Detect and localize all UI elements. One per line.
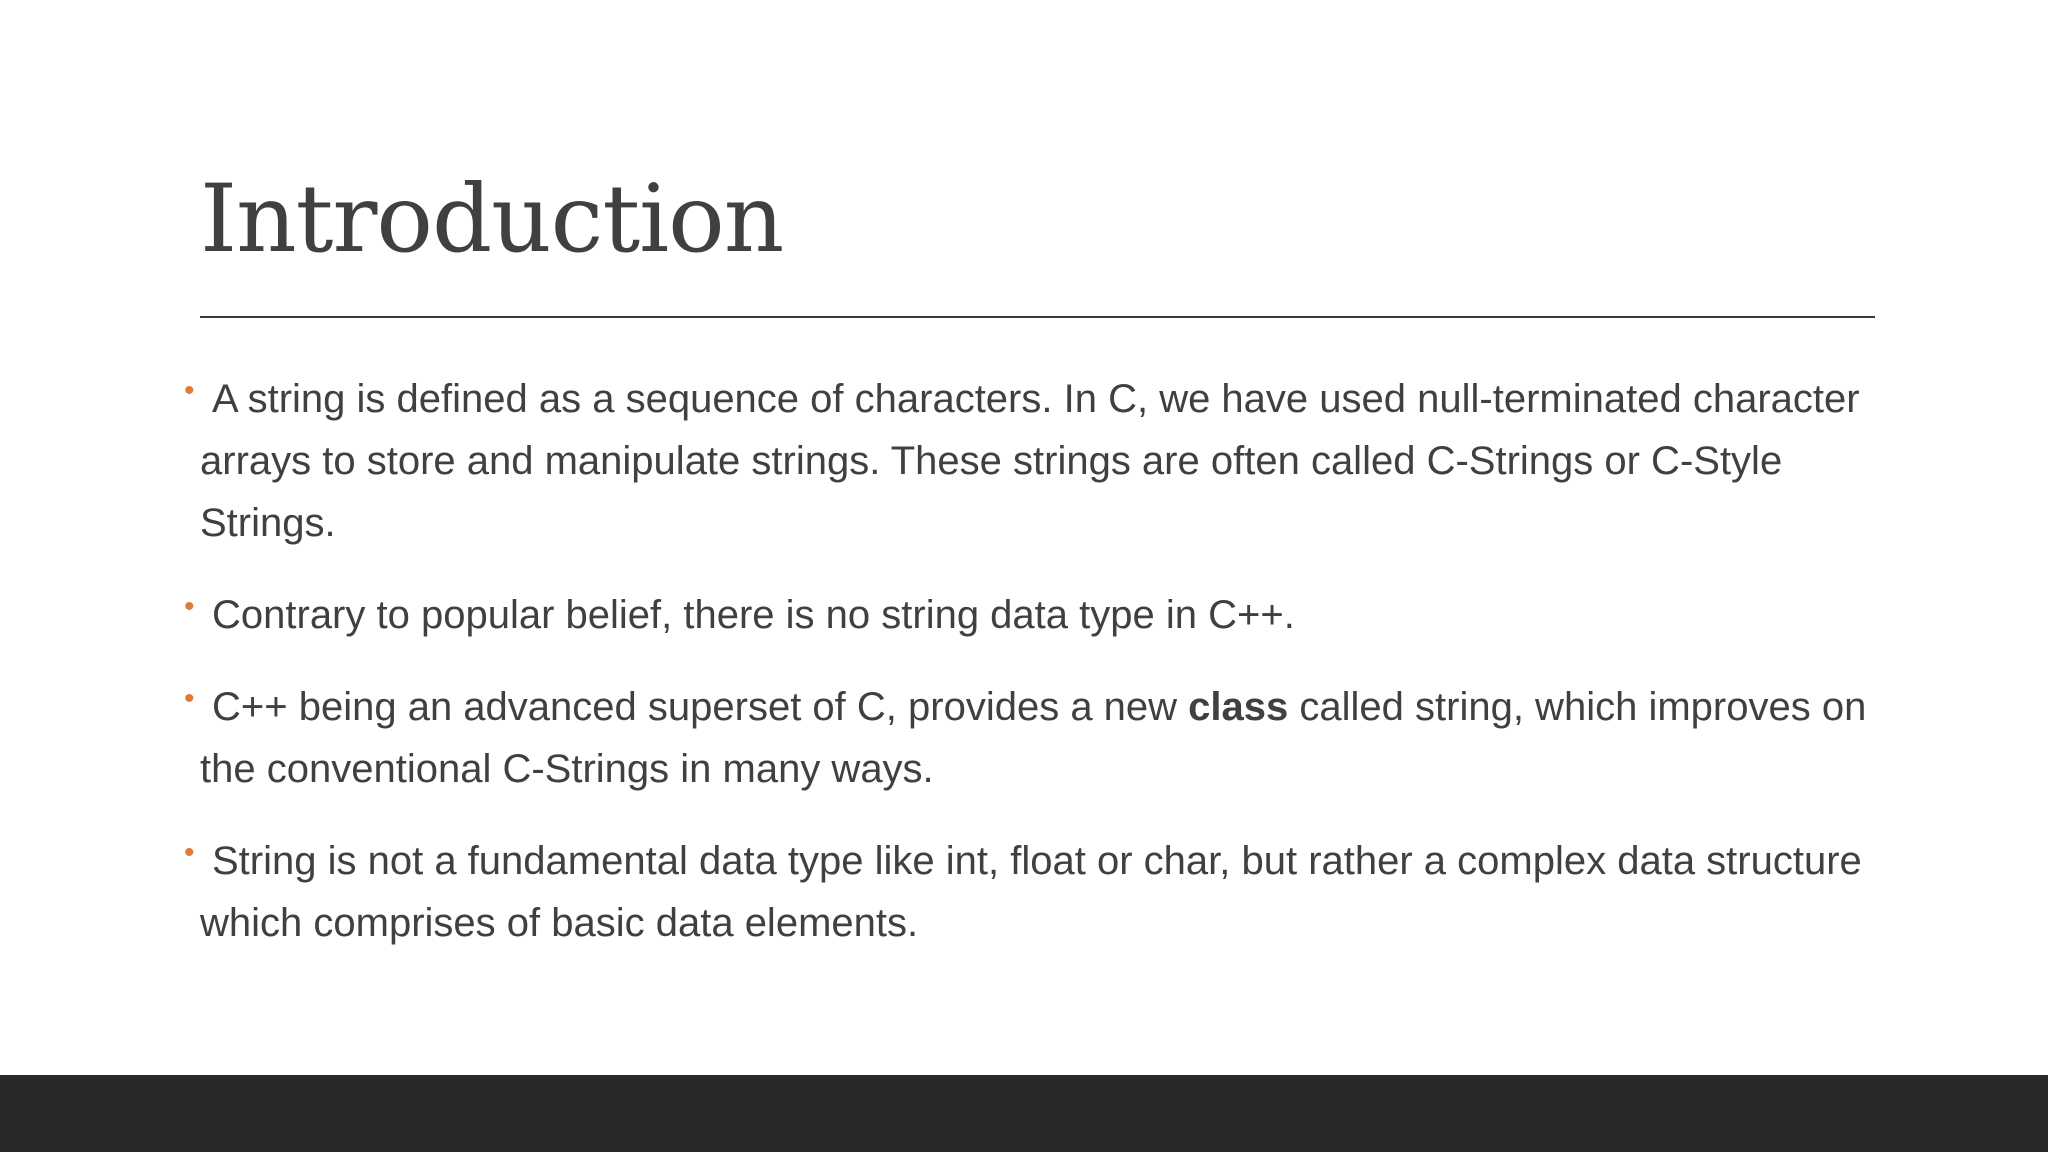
bullet-text: A string is defined as a sequence of characters. In C, we have used null-terminated character arrays to store and manipulate strings. These strings are often called C-Strings or C-Style Strings. xyxy=(200,377,1860,545)
bullet-item xyxy=(184,584,1880,646)
bullet-text-before: C++ being an advanced superset of C, provides a new xyxy=(212,685,1189,729)
bullet-item xyxy=(184,830,1880,954)
bullet-list xyxy=(184,368,1880,984)
bullet-dot-icon: • xyxy=(184,374,195,407)
bullet-text: String is not a fundamental data type like int, float or char, but rather a complex data structure which comprises of basic data elements. xyxy=(200,839,1862,945)
bullet-dot-icon: • xyxy=(184,682,195,715)
bullet-text-bold: class xyxy=(1188,685,1289,729)
footer-bar xyxy=(0,1075,2048,1152)
bullet-item xyxy=(184,676,1880,800)
bullet-item xyxy=(184,368,1880,554)
bullet-dot-icon: • xyxy=(184,590,195,623)
bullet-dot-icon: • xyxy=(184,836,195,869)
bullet-text: Contrary to popular belief, there is no string data type in C++. xyxy=(212,593,1295,637)
bullet-text-after: called string, which improves on the conventional C-Strings in many ways. xyxy=(200,685,1867,791)
slide-title: Introduction xyxy=(200,165,784,274)
title-divider xyxy=(200,316,1875,318)
